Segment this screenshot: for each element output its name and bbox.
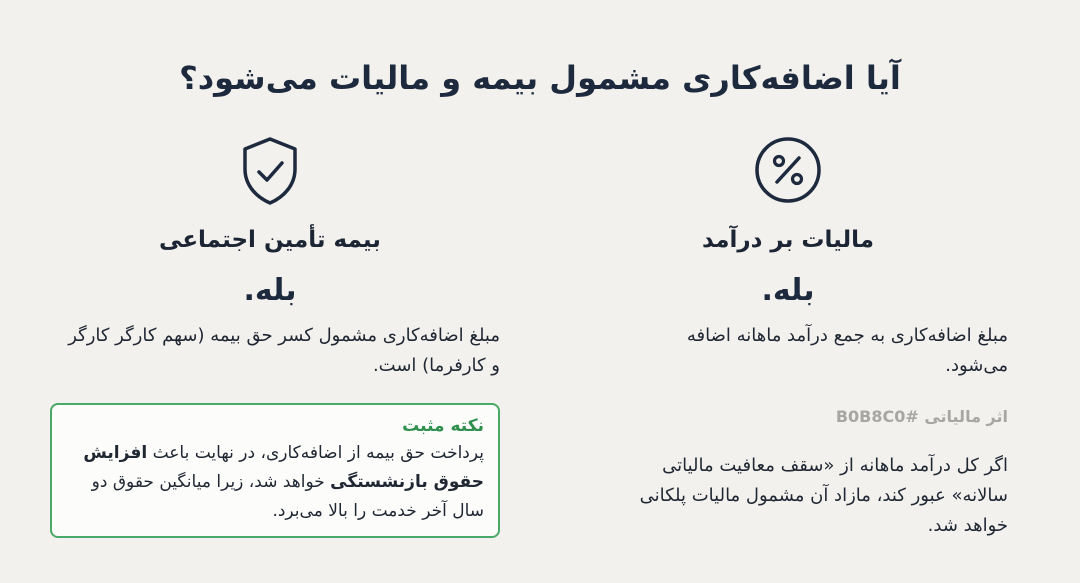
tax-detail: اگر کل درآمد ماهانه از «سقف معافیت مالیاتی سالانه» عبور کند، مازاد آن مشمول مالیات پلکانی خواهد شد. (639, 455, 1008, 536)
tax-icon-wrap (568, 135, 1008, 209)
note-text (66, 439, 484, 526)
page-title: آیا اضافه‌کاری مشمول بیمه و مالیات می‌شود؟ (179, 59, 901, 97)
insurance-icon-wrap (40, 135, 500, 209)
tax-heading: مالیات بر درآمد (701, 227, 875, 253)
tax-effect-tag: اثر مالیاتی #B0B8C0 (835, 407, 1008, 426)
percent-icon (753, 135, 823, 205)
note-title: نکته مثبت (402, 416, 484, 436)
tax-body: مبلغ اضافه‌کاری به جمع درآمد ماهانه اضافه می‌شود. (686, 325, 1008, 376)
insurance-column (60, 135, 500, 538)
note-text-after: خواهد شد، زیرا میانگین حقوق دو سال آخر خدمت را بالا می‌برد. (91, 472, 484, 521)
shield-check-icon (238, 135, 302, 207)
insurance-heading: بیمه تأمین اجتماعی (159, 227, 381, 253)
positive-note-box (50, 403, 500, 538)
note-text-before: پرداخت حق بیمه از اضافه‌کاری، در نهایت باعث (152, 443, 484, 463)
tax-column (568, 135, 1008, 541)
note-text-bold: افزایش حقوق بازنشستگی (83, 443, 484, 492)
insurance-answer: بله. (243, 273, 297, 308)
tax-answer: بله. (761, 273, 815, 308)
insurance-body: مبلغ اضافه‌کاری مشمول کسر حق بیمه (سهم کارگر کارگر و کارفرما) است. (68, 325, 500, 376)
